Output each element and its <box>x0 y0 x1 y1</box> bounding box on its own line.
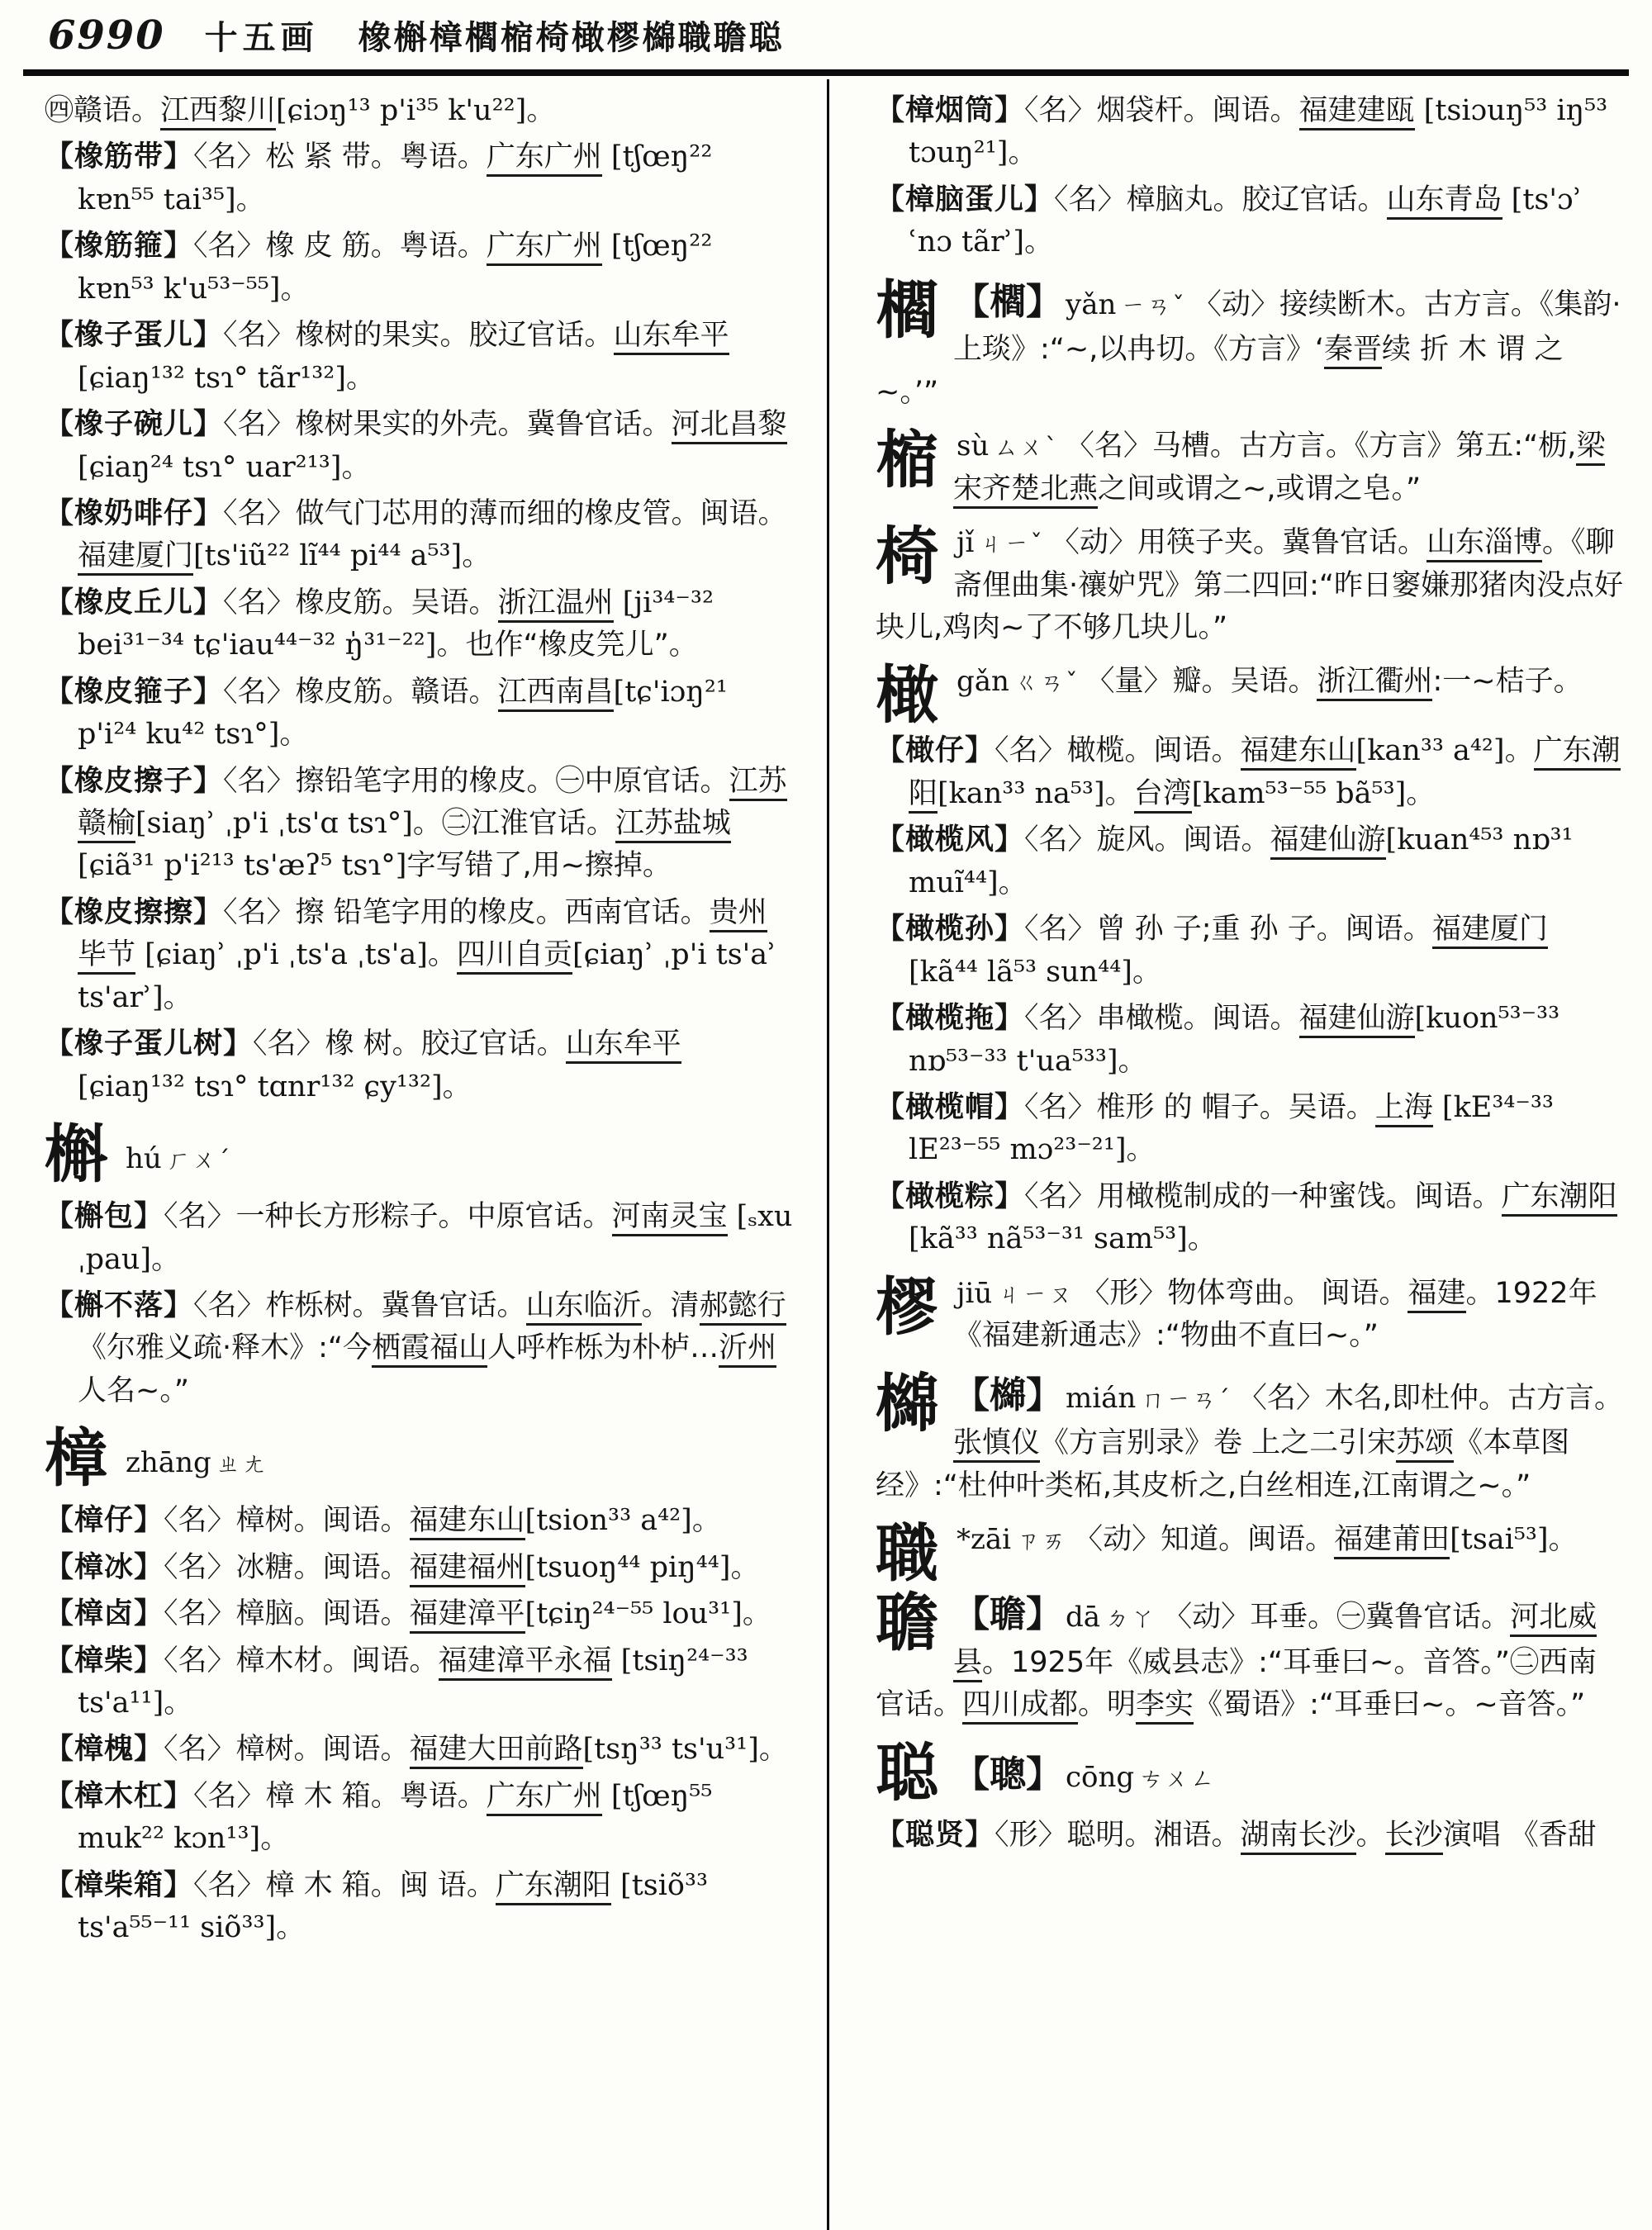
place-name: 李实 <box>1136 1688 1194 1725</box>
place-name: 台湾 <box>1134 777 1192 814</box>
phonetic-transcription: [tʃœŋ⁵⁵ muk²² kɔn¹³] <box>78 1779 713 1856</box>
definition-text: 。 <box>1118 1044 1147 1078</box>
word-entry <box>45 582 793 667</box>
pinyin: dā <box>1066 1601 1101 1635</box>
definition-text: 。 <box>163 980 192 1014</box>
definition-text: 字写错了,用~擦掉。 <box>406 849 672 883</box>
word-entry <box>876 1176 1624 1261</box>
place-name: 山东牟平 <box>614 319 729 355</box>
entry-headword: 【橄榄孙】 <box>876 913 1025 947</box>
character-entry <box>876 1588 1624 1727</box>
place-name: 山东青岛 <box>1387 183 1502 220</box>
word-entry <box>45 1593 793 1635</box>
word-entry <box>876 730 1624 815</box>
definition-text: 〈名〉橡 树。胶辽官话。 <box>253 1027 566 1061</box>
phonetic-transcription: [kan³³ a⁴²] <box>1355 734 1505 768</box>
phonetic-transcription: [tsiŋ²⁴⁻³³ ts'a¹¹] <box>78 1644 748 1720</box>
entry-headword: 【樟烟筒】 <box>876 94 1025 127</box>
phonetic-transcription: [tsiõ³³ ts'a⁵⁵⁻¹¹ siõ³³] <box>78 1868 709 1945</box>
place-name: 山东淄博 <box>1427 526 1542 562</box>
phonetic-transcription: [ɕiaŋ²⁴ tsɿ° uar²¹³] <box>78 450 342 484</box>
headword-character: 橄 <box>876 658 938 733</box>
page-number: 6990 <box>48 12 165 59</box>
phonetic-transcription: [ɕiaŋ¹³² tsɿ° tɑnr¹³² ɕy¹³²] <box>78 1070 443 1103</box>
word-entry <box>45 1023 793 1108</box>
definition-text: 〈名〉樟脑。闽语。 <box>164 1597 410 1631</box>
definition-text: 之间或谓之~,或谓之皂。” <box>1098 472 1422 505</box>
pinyin: gǎn <box>957 665 1009 699</box>
character-entry <box>876 522 1624 649</box>
entry-headword: 【樟冰】 <box>45 1550 164 1584</box>
word-entry <box>45 1500 793 1542</box>
definition-text: 〈名〉松 紧 带。粤语。 <box>193 140 487 174</box>
zhuyin: ㄇㄧㄢˊ <box>1141 1384 1232 1413</box>
entry-headword: 【橄榄拖】 <box>876 1002 1025 1036</box>
definition-text: 。 <box>691 1504 721 1538</box>
phonetic-transcription: [tʃœŋ²² kɐn⁵³ k'u⁵³⁻⁵⁵] <box>78 230 713 306</box>
pinyin: jiū <box>957 1276 993 1310</box>
definition-text: 。 <box>998 866 1028 899</box>
definition-text: 。清 <box>641 1288 700 1322</box>
character-entry <box>45 1117 793 1192</box>
definition-text: 〈动〉用筷子夹。冀鲁官话。 <box>1050 526 1427 560</box>
pinyin: zhāng <box>126 1446 211 1480</box>
entry-headword: 【橡奶啡仔】 <box>45 496 224 530</box>
place-name: 河北威县 <box>953 1601 1597 1682</box>
place-name: 广东广州 <box>487 140 602 177</box>
definition-text: 〈名〉木名,即杜仲。古方言。 <box>1237 1381 1623 1415</box>
place-name: 秦晋 <box>1324 333 1382 369</box>
pinyin: mián <box>1066 1381 1137 1415</box>
definition-text: 〈名〉樟树。闽语。 <box>164 1733 410 1767</box>
word-entry <box>45 1640 793 1725</box>
place-name: 江西黎川 <box>160 94 276 130</box>
phonetic-transcription: [siaŋʾ ˌp'i ˌts'ɑ tsɿ°] <box>135 807 413 840</box>
definition-text: 续 折 木 谓 之~。’” <box>876 333 1564 409</box>
phonetic-transcription: [kE³⁴⁻³³ lE²³⁻⁵⁵ mɔ²³⁻²¹] <box>909 1090 1554 1167</box>
definition-text: 〈名〉冰糖。闽语。 <box>164 1550 410 1584</box>
definition-text: 《尔雅义疏·释木》:“今 <box>78 1331 373 1365</box>
definition-text: ㊃赣语。 <box>45 94 161 127</box>
definition-text: 。1922年《福建新通志》:“物曲不直曰~。” <box>953 1276 1597 1353</box>
definition-text: 〈名〉橡树果实的外壳。冀鲁官话。 <box>223 408 672 442</box>
headword-character: 檰 <box>876 1366 938 1440</box>
headword-character: 椅 <box>876 520 938 594</box>
phonetic-transcription: [ji³⁴⁻³² bei³¹⁻³⁴ tɕ'iau⁴⁴⁻³² ŋ̍³¹⁻²²] <box>78 586 714 662</box>
phonetic-transcription: [kuon⁵³⁻³³ nɒ⁵³⁻³³ t'ua⁵³³] <box>909 1002 1560 1078</box>
entry-headword: 【橄榄帽】 <box>876 1090 1025 1124</box>
definition-text: 。 <box>151 1242 181 1276</box>
phonetic-transcription: [ɕiaŋʾ ˌp'i ˌts'a ˌts'a] <box>135 938 428 972</box>
entry-headword: 【橡子蛋儿】 <box>45 319 224 353</box>
place-name: 广东潮阳 <box>496 1869 611 1905</box>
word-entry <box>876 998 1624 1083</box>
word-entry <box>45 404 793 489</box>
definition-text: 。 <box>1104 776 1134 810</box>
place-name: 四川成都 <box>962 1688 1078 1725</box>
entry-headword: 【樟卤】 <box>45 1597 164 1631</box>
definition-text: 。明 <box>1078 1688 1137 1722</box>
phonetic-transcription: [kã³³ nã⁵³⁻³¹ sam⁵³] <box>909 1222 1188 1256</box>
phonetic-transcription: [kan³³ na⁵³] <box>938 776 1105 810</box>
entry-headword: 【樟木杠】 <box>45 1779 194 1813</box>
word-entry <box>45 136 793 221</box>
phonetic-transcription: [tsuoŋ⁴⁴ piŋ⁴⁴] <box>525 1550 731 1584</box>
definition-text: 〈量〉瓣。吴语。 <box>1085 665 1317 699</box>
pinyin: hú <box>126 1142 162 1176</box>
word-entry <box>45 225 793 311</box>
word-entry <box>876 90 1624 175</box>
word-entry <box>45 1729 793 1771</box>
headword-character: 樛 <box>876 1269 938 1344</box>
character-entry <box>876 1269 1624 1358</box>
definition-text: 。 <box>260 1822 290 1856</box>
phonetic-transcription: [tɕ'iɔŋ²¹ p'i²⁴ ku⁴² tsɿ°] <box>78 675 728 752</box>
entry-headword: 【橄仔】 <box>876 734 995 768</box>
definition-text: 。 <box>1126 1133 1156 1167</box>
entry-headword: 【槲包】 <box>45 1200 164 1234</box>
definition-text: 〈名〉椎形 的 帽子。吴语。 <box>1024 1090 1375 1124</box>
place-name: 河北昌黎 <box>672 408 787 444</box>
definition-text: 〈形〉聪明。湘语。 <box>995 1818 1241 1852</box>
definition-text: 。 <box>526 94 556 127</box>
definition-text: 。 <box>462 539 491 573</box>
definition-text: 。 <box>730 1550 760 1584</box>
place-name: 湖南长沙 <box>1241 1819 1356 1855</box>
left-column <box>45 86 833 2225</box>
character-entry <box>876 425 1624 510</box>
pinyin: *zāi <box>957 1523 1012 1557</box>
zhuyin: ㄧㄢˇ <box>1121 291 1186 320</box>
word-entry <box>876 819 1624 904</box>
definition-text: 。 <box>1406 776 1436 810</box>
entry-headword: 【橄榄粽】 <box>876 1179 1025 1213</box>
definition-text: 。 <box>1024 225 1054 259</box>
definition-text: 。1925年《威县志》:“耳垂曰~。音答。”㊁西南官话。 <box>876 1645 1597 1722</box>
phonetic-transcription: [tsai⁵³] <box>1450 1523 1549 1557</box>
definition-text: 。 <box>1132 955 1161 989</box>
place-name: 福建大田前路 <box>410 1733 583 1769</box>
headword-character: 櫩 <box>876 273 938 347</box>
traditional-form: 【櫩】 <box>953 280 1062 323</box>
phonetic-transcription: [tɕiŋ²⁴⁻⁵⁵ lou³¹] <box>525 1597 743 1631</box>
headword-character: 樎 <box>876 423 938 497</box>
pinyin: cōng <box>1066 1760 1135 1794</box>
phonetic-transcription: [ɕiaŋʾ ˌp'i ts'aʾ ts'arʾ] <box>78 938 776 1014</box>
definition-text: 演唱 《香甜 <box>1442 1818 1597 1852</box>
definition-text: 〈形〉物体弯曲。 闽语。 <box>1080 1276 1408 1310</box>
definition-text: 。 <box>164 1687 193 1720</box>
zhuyin: ㄗㄞ <box>1016 1526 1068 1555</box>
word-entry <box>45 761 793 888</box>
headword-character: 樟 <box>45 1421 107 1496</box>
zhuyin: ㄙㄨˋ <box>994 433 1059 462</box>
entry-headword: 【橡皮丘儿】 <box>45 586 224 619</box>
entry-headword: 【橡皮擦子】 <box>45 764 224 798</box>
phonetic-transcription: [ɕiã³¹ p'i²¹³ ts'æʔ⁵ tsɿ°] <box>78 849 407 883</box>
place-name: 苏颂 <box>1396 1426 1454 1463</box>
place-name: 福建东山 <box>410 1504 525 1540</box>
definition-text: :一~桔子。 <box>1432 665 1583 699</box>
place-name: 四川自贡 <box>457 938 572 975</box>
phonetic-transcription: [ₛxu ˌpau] <box>78 1200 793 1276</box>
definition-text: 。 <box>1008 136 1037 170</box>
definition-text: 。 <box>758 1733 788 1767</box>
definition-text: 。 <box>427 938 457 972</box>
entry-headword: 【樟槐】 <box>45 1733 164 1767</box>
place-name: 福建漳平 <box>410 1597 525 1634</box>
traditional-form: 【檰】 <box>953 1374 1062 1416</box>
definition-text: 〈名〉橡皮筋。吴语。 <box>223 586 498 619</box>
headword-character: 槲 <box>45 1117 107 1192</box>
phonetic-transcription: [tsion³³ a⁴²] <box>525 1504 692 1538</box>
entry-headword: 【橄榄风】 <box>876 823 1025 857</box>
place-name: 广东广州 <box>487 230 602 266</box>
word-entry <box>45 315 793 400</box>
definition-text: 。 <box>1355 1818 1385 1852</box>
character-entry <box>876 1516 1624 1591</box>
place-name: 福建厦门 <box>1432 913 1548 949</box>
definition-text: 。 <box>1187 1222 1217 1256</box>
place-name: 福建 <box>1408 1277 1465 1313</box>
phonetic-transcription: [ɕiaŋ¹³² tsɿ° tãr¹³²] <box>78 361 346 395</box>
word-entry <box>876 1815 1624 1857</box>
traditional-form: 【聰】 <box>953 1753 1062 1796</box>
definition-text: 〈名〉马槽。古方言。《方言》第五:“枥, <box>1065 429 1577 463</box>
definition-text: 。 <box>345 361 375 395</box>
definition-text: 〈名〉曾 孙 子;重 孙 子。闽语。 <box>1024 913 1432 947</box>
phonetic-transcription: [tsŋ³³ ts'u³¹] <box>582 1733 759 1767</box>
phonetic-transcription: [ts'ɔʾ ʿnɔ tãrʾ] <box>909 183 1583 259</box>
definition-text: 人呼柞栎为朴栌… <box>487 1331 719 1365</box>
headword-character: 聸 <box>876 1586 938 1660</box>
zhuyin: ㄐㄧㄡ <box>997 1279 1075 1308</box>
word-entry <box>876 179 1624 264</box>
place-name: 沂州 <box>719 1331 776 1368</box>
zhuyin: ㄐㄧˇ <box>979 529 1044 558</box>
phonetic-transcription: [tsiɔuŋ⁵³ iŋ⁵³ tɔuŋ²¹] <box>909 94 1608 170</box>
place-name: 福建建瓯 <box>1299 94 1415 130</box>
word-entry <box>45 1196 793 1281</box>
definition-text: 〈名〉橡皮筋。赣语。 <box>223 675 498 709</box>
character-entry <box>876 1735 1624 1810</box>
definition-text: 〈名〉樟木材。闽语。 <box>164 1644 439 1677</box>
continued-entry <box>45 90 793 132</box>
character-entry <box>876 273 1624 415</box>
word-entry <box>45 671 793 757</box>
definition-text: 人名~。” <box>78 1374 189 1407</box>
headword-character: 職 <box>876 1516 938 1591</box>
header-rule <box>23 69 1629 76</box>
place-name: 浙江温州 <box>498 586 614 623</box>
phonetic-transcription: [ts'iũ²² lĩ⁴⁴ pi⁴⁴ a⁵³] <box>193 539 463 573</box>
definition-text: 。 <box>442 1070 472 1103</box>
word-entry <box>45 1776 793 1861</box>
definition-text: 〈名〉一种长方形粽子。中原官话。 <box>164 1200 612 1234</box>
definition-text: 。 <box>742 1597 771 1631</box>
text-columns <box>45 86 1624 2225</box>
definition-text: 〈名〉橡树的果实。胶辽官话。 <box>223 319 614 353</box>
pinyin: sù <box>957 429 990 463</box>
definition-text: 〈名〉擦 铅笔字用的橡皮。西南官话。 <box>223 895 710 929</box>
place-name: 上海 <box>1375 1091 1433 1127</box>
word-entry <box>45 1285 793 1412</box>
zhuyin: ㄉㄚ <box>1105 1604 1157 1633</box>
place-name: 广东广州 <box>487 1780 602 1816</box>
entry-headword: 【樟柴】 <box>45 1644 164 1677</box>
entry-headword: 【槲不落】 <box>45 1288 194 1322</box>
place-name: 福建厦门 <box>78 539 193 576</box>
character-entry <box>876 658 1624 733</box>
definition-text: 。㊁江淮官话。 <box>412 807 615 840</box>
definition-text: 〈动〉接续断木。古方言。《集韵·上琰》:“~,以冉切。《方言》‘ <box>953 287 1621 367</box>
place-name: 福建莆田 <box>1334 1523 1450 1559</box>
definition-text: 〈名〉擦铅笔字用的橡皮。㊀中原官话。 <box>223 764 729 798</box>
entry-headword: 【樟脑蛋儿】 <box>876 183 1055 216</box>
definition-text: 《蜀语》:“耳垂曰~。~音答。” <box>1194 1688 1586 1722</box>
definition-text: 。 <box>1504 734 1534 768</box>
entry-headword: 【橡子蛋儿树】 <box>45 1027 254 1061</box>
traditional-form: 【聸】 <box>953 1593 1062 1636</box>
phonetic-transcription: [kuan⁴⁵³ nɒ³¹ muĩ⁴⁴] <box>909 823 1574 899</box>
place-name: 福建仙游 <box>1299 1002 1415 1038</box>
word-entry <box>45 892 793 1019</box>
definition-text: 。 <box>235 183 265 216</box>
place-name: 梁宋齐楚北燕 <box>953 429 1605 508</box>
right-column <box>833 86 1624 2225</box>
place-name: 山东临沂 <box>526 1289 642 1326</box>
entry-headword: 【樟仔】 <box>45 1504 164 1538</box>
place-name: 山东牟平 <box>566 1027 681 1064</box>
definition-text: 〈名〉做气门芯用的薄而细的橡皮管。闽语。 <box>223 496 787 530</box>
place-name: 长沙 <box>1385 1819 1443 1855</box>
entry-headword: 【聪贤】 <box>876 1818 995 1852</box>
definition-text: 《本草图经》:“杜仲叶类柘,其皮析之,白丝相连,江南谓之~。” <box>876 1426 1570 1502</box>
word-entry <box>45 1865 793 1950</box>
place-name: 郝懿行 <box>700 1289 786 1326</box>
place-name: 河南灵宝 <box>612 1200 728 1236</box>
word-entry <box>45 493 793 578</box>
zhuyin: ㄘㄨㄥ <box>1139 1763 1217 1792</box>
definition-text: 〈名〉旋风。闽语。 <box>1024 823 1270 857</box>
place-name: 福建漳平永福 <box>439 1644 612 1681</box>
definition-text: 〈名〉串橄榄。闽语。 <box>1024 1002 1299 1036</box>
definition-text: 〈名〉樟脑丸。胶辽官话。 <box>1054 183 1387 216</box>
place-name: 福建福州 <box>410 1551 525 1587</box>
entry-headword: 【橡筋箍】 <box>45 230 194 263</box>
place-name: 福建仙游 <box>1270 823 1386 860</box>
definition-text: 〈名〉樟树。闽语。 <box>164 1504 410 1538</box>
definition-text: 〈名〉橄榄。闽语。 <box>995 734 1241 768</box>
zhuyin: ㄏㄨˊ <box>166 1146 232 1174</box>
definition-text: 。也作“橡皮笎儿”。 <box>436 629 698 662</box>
section-character-list: 橡槲樟櫩樎椅橄樛檰職聸聪 <box>358 19 785 57</box>
definition-text: 〈名〉用橄榄制成的一种蜜饯。闽语。 <box>1024 1179 1502 1213</box>
place-name: 广东潮阳 <box>1502 1180 1617 1217</box>
definition-text: 〈名〉柞栎树。冀鲁官话。 <box>193 1288 526 1322</box>
place-name: 贵州毕节 <box>78 896 767 975</box>
character-entry <box>45 1421 793 1496</box>
phonetic-transcription: [tʃœŋ²² kɐn⁵⁵ tai³⁵] <box>78 140 713 216</box>
stroke-section-label: 十五画 <box>204 19 319 57</box>
definition-text: 。 <box>1548 1523 1578 1557</box>
page-header <box>48 12 1619 59</box>
phonetic-transcription: [kã⁴⁴ lã⁵³ sun⁴⁴] <box>909 955 1132 989</box>
word-entry <box>876 909 1624 994</box>
character-entry <box>876 1366 1624 1508</box>
place-name: 江西南昌 <box>498 676 614 712</box>
place-name: 广东潮阳 <box>909 734 1621 813</box>
definition-text: 〈名〉烟袋杆。闽语。 <box>1024 94 1299 127</box>
definition-text: 〈名〉樟 木 箱。粤语。 <box>193 1779 487 1813</box>
definition-text: 〈名〉樟 木 箱。闽 语。 <box>193 1868 496 1902</box>
definition-text: 。 <box>276 1911 306 1945</box>
place-name: 江苏盐城 <box>615 807 731 843</box>
pinyin: yǎn <box>1066 287 1117 321</box>
place-name: 张慎仪 <box>953 1426 1040 1463</box>
definition-text: 。 <box>280 272 310 306</box>
place-name: 福建东山 <box>1241 734 1356 771</box>
phonetic-transcription: [ɕiɔŋ¹³ p'i³⁵ k'u²²] <box>276 94 527 127</box>
word-entry <box>45 1547 793 1589</box>
definition-text: 〈名〉橡 皮 筋。粤语。 <box>193 230 487 263</box>
definition-text: 〈动〉耳垂。㊀冀鲁官话。 <box>1163 1601 1511 1635</box>
entry-headword: 【橡皮箍子】 <box>45 675 224 709</box>
definition-text: 《方言别录》卷 上之二引宋 <box>1040 1426 1397 1460</box>
definition-text: 。《聊斋俚曲集·禳妒咒》第二四回:“昨日窭嫌那猪肉没点好块儿,鸡肉~了不够几块儿。” <box>876 526 1624 645</box>
definition-text: 。 <box>279 718 309 752</box>
place-name: 江苏赣榆 <box>78 765 787 843</box>
place-name: 栖霞福山 <box>372 1331 487 1368</box>
definition-text: 。 <box>341 450 371 484</box>
definition-text: 〈动〉知道。闽语。 <box>1074 1523 1335 1557</box>
zhuyin: ㄓㄤ <box>216 1450 268 1478</box>
word-entry <box>876 1087 1624 1172</box>
pinyin: jǐ <box>957 526 975 560</box>
zhuyin: ㄍㄢˇ <box>1014 668 1080 697</box>
entry-headword: 【樟柴箱】 <box>45 1868 194 1902</box>
headword-character: 聪 <box>876 1735 938 1810</box>
entry-headword: 【橡筋带】 <box>45 140 194 174</box>
place-name: 浙江衢州 <box>1317 665 1432 701</box>
phonetic-transcription: [kam⁵³⁻⁵⁵ bã⁵³] <box>1191 776 1407 810</box>
entry-headword: 【橡皮擦擦】 <box>45 895 224 929</box>
entry-headword: 【橡子碗儿】 <box>45 408 224 442</box>
